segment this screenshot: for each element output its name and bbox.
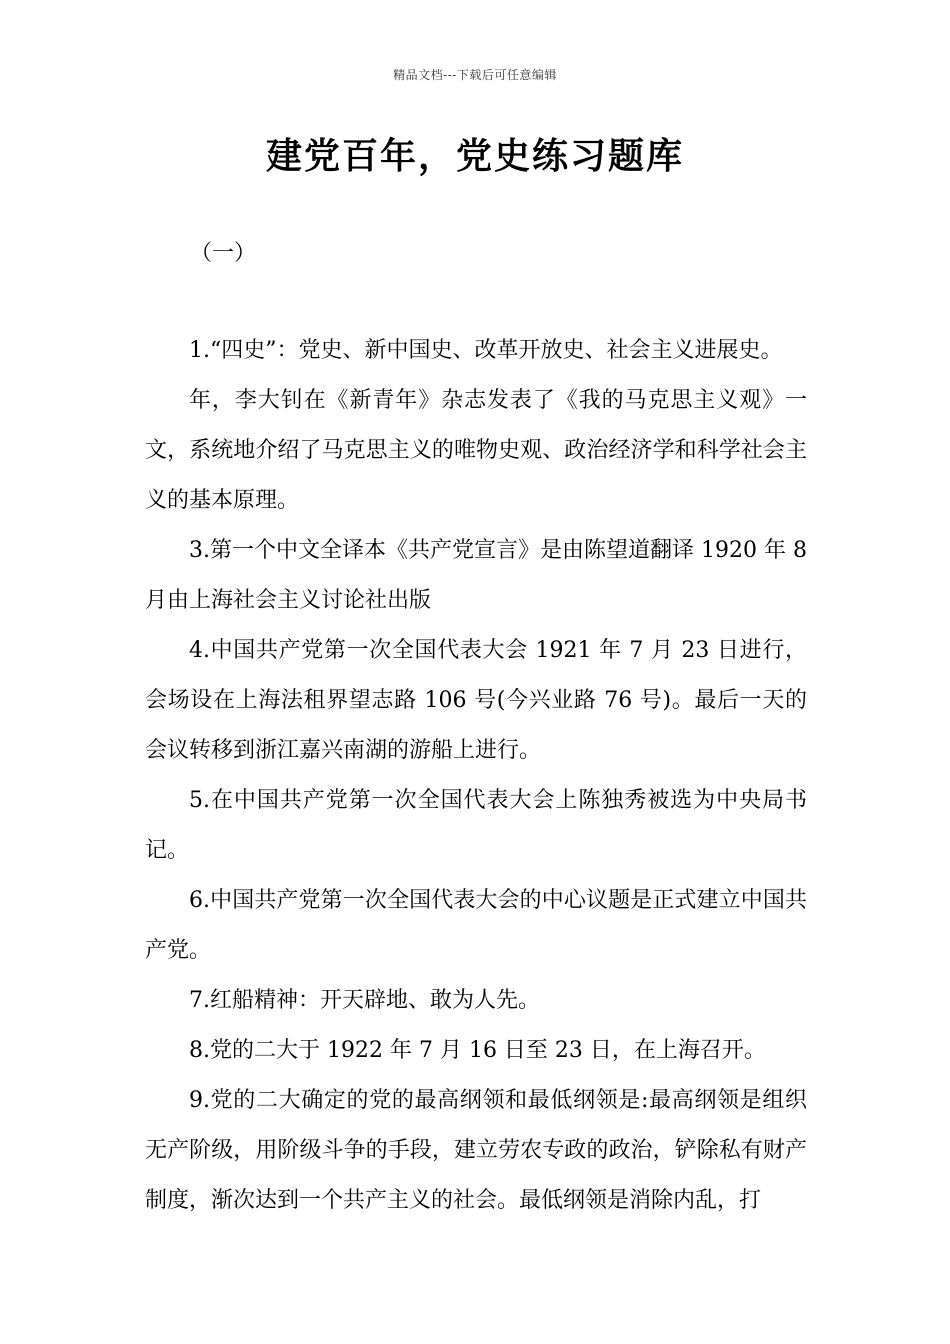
paragraph-9: 9.党的二大确定的党的最高纲领和最低纲领是:最高纲领是组织无产阶级，用阶级斗争的手段，建立劳农专政的政治，铲除私有财产制度，渐次达到一个共产主义的社会。最低纲领是消除内乱，打 (145, 1088, 807, 1213)
paragraph-3: 3.第一个中文全译本《共产党宣言》是由陈望道翻译 1920 年 8 月由上海社会主义讨论社出版 (145, 538, 807, 613)
paragraph-8: 8.党的二大于 1922 年 7 月 16 日至 23 日，在上海召开。 (189, 1038, 766, 1063)
document-body (145, 326, 807, 1226)
section-label: （一） (190, 241, 257, 266)
paragraph-4: 4.中国共产党第一次全国代表大会 1921 年 7 月 23 日进行，会场设在上海法租界望志路 106 号(今兴业路 76 号)。最后一天的会议转移到浙江嘉兴南湖的游船上进行。 (145, 638, 807, 763)
document-title: 建党百年，党史练习题库 (265, 136, 684, 177)
paragraph-5: 5.在中国共产党第一次全国代表大会上陈独秀被选为中央局书记。 (145, 788, 807, 863)
paragraph-1: 1.“四史”：党史、新中国史、改革开放史、社会主义进展史。 (189, 338, 783, 363)
paragraph-7: 7.红船精神：开天辟地、敢为人先。 (189, 988, 540, 1013)
paragraph-2: 年，李大钊在《新青年》杂志发表了《我的马克思主义观》一文，系统地介绍了马克思主义的唯物史观、政治经济学和科学社会主义的基本原理。 (145, 388, 807, 513)
paragraph-6: 6.中国共产党第一次全国代表大会的中心议题是正式建立中国共产党。 (145, 888, 807, 963)
header-note: 精品文档---下载后可任意编辑 (393, 68, 557, 82)
